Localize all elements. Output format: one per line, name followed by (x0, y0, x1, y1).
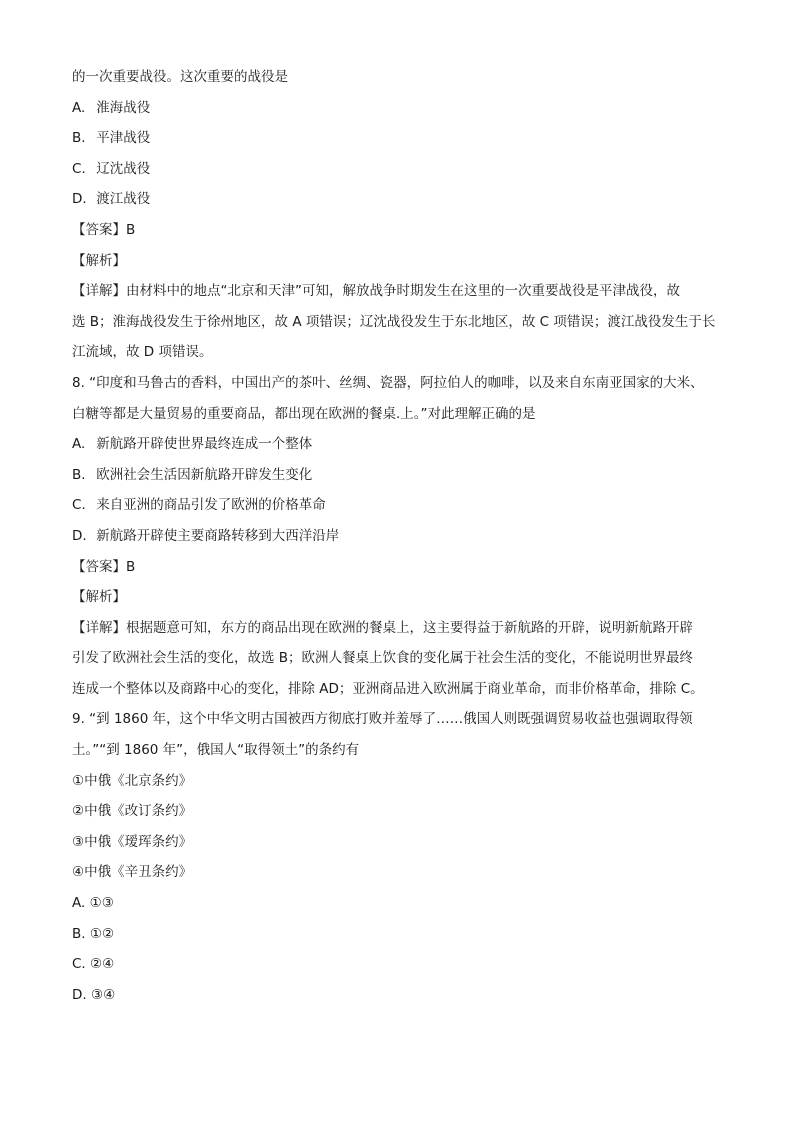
q8-stem (72, 368, 732, 429)
q7-stem-tail: 的一次重要战役。这次重要的战役是 (72, 69, 288, 85)
q8-detail (72, 613, 732, 705)
q8-stem-line: 8. “印度和马鲁古的香料，中国出产的茶叶、丝绸、瓷器，阿拉伯人的咖啡，以及来自东南亚国家的大米、 (72, 374, 704, 391)
q8-option-b: B. 欧洲社会生活因新航路开辟发生变化 (72, 466, 313, 483)
q9-item-2: ②中俄《改订条约》 (72, 803, 193, 820)
q9-stem (72, 704, 732, 765)
q7-option-a: A. 淮海战役 (72, 99, 151, 116)
q8-option-d: D. 新航路开辟使主要商路转移到大西洋沿岸 (72, 527, 340, 544)
q9-option-b: B. ①② (72, 925, 115, 942)
q7-detail-line: 【详解】由材料中的地点“北京和天津”可知，解放战争时期发生在这里的一次重要战役是平津战役，故 (72, 283, 680, 300)
q7-option-b: B. 平津战役 (72, 130, 151, 147)
q9-item-4: ④中俄《辛丑条约》 (72, 864, 193, 881)
q7-answer: 【答案】B (72, 221, 136, 238)
q8-detail-line: 【详解】根据题意可知，东方的商品出现在欧洲的餐桌上，这主要得益于新航路的开辟，说明新航路开辟 (72, 619, 693, 636)
q9-stem-line: 土。”“到 1860 年”，俄国人“取得领土”的条约有 (72, 742, 360, 759)
q8-stem-line: 白糖等都是大量贸易的重要商品，都出现在欧洲的餐桌.上。”对此理解正确的是 (72, 405, 536, 422)
q8-answer: 【答案】B (72, 558, 136, 575)
q9-option-a: A. ①③ (72, 895, 114, 912)
q8-detail-line: 引发了欧洲社会生活的变化，故选 B；欧洲人餐桌上饮食的变化属于社会生活的变化，不能说明世界最终 (72, 650, 694, 667)
q7-detail-line: 江流域，故 D 项错误。 (72, 344, 213, 361)
q7-analysis-label: 【解析】 (72, 252, 126, 269)
q8-option-c: C. 来自亚洲的商品引发了欧洲的价格革命 (72, 497, 326, 514)
q7-detail (72, 276, 732, 368)
q8-detail-line: 连成一个整体以及商路中心的变化，排除 AD；亚洲商品进入欧洲属于商业革命，而非价格革命，排除 C。 (72, 680, 704, 697)
q9-option-d: D. ③④ (72, 986, 116, 1003)
q7-option-d: D. 渡江战役 (72, 191, 151, 208)
q7-option-c: C. 辽沈战役 (72, 160, 151, 177)
q8-analysis-label: 【解析】 (72, 589, 126, 606)
q8-option-a: A. 新航路开辟使世界最终连成一个整体 (72, 436, 313, 453)
q9-option-c: C. ②④ (72, 956, 115, 973)
q9-item-3: ③中俄《瑷珲条约》 (72, 833, 193, 850)
q7-detail-line: 选 B；淮海战役发生于徐州地区，故 A 项错误；辽沈战役发生于东北地区，故 C 项错误；渡江战役发生于长 (72, 313, 716, 330)
q9-item-1: ①中俄《北京条约》 (72, 772, 193, 789)
q9-stem-line: 9. “到 1860 年，这个中华文明古国被西方彻底打败并羞辱了……俄国人则既强调贸易收益也强调取得领 (72, 711, 693, 728)
document-page (72, 62, 732, 1010)
